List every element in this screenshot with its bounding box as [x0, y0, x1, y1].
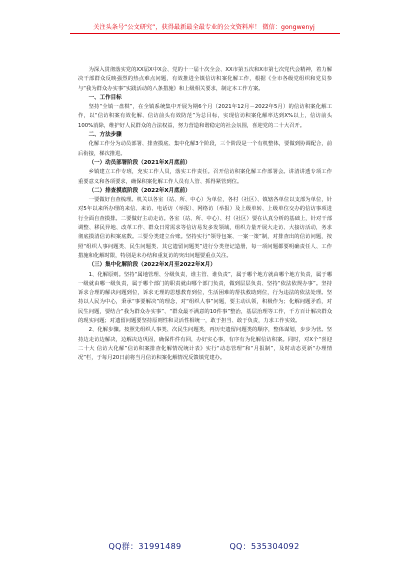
intro-paragraph: 为深入贯彻落实党的XX届X中X会、党的十一届十次全会、XX市第五次和X市第七次党代会精神，着力解决干部群众反映强烈的热点难点问题，有效推进全镇信访积案化解工作，根据《全市各级党组织和党员参与“我为群众办实事”实践活动的八条措施》和上级相关要求，制定本工作方案。	[78, 67, 332, 92]
investigation-paragraph: 一要做好自查梳理。机关以各室（站、所、中心）为单位，各村（社区）、镇辖各单位以支部为单位，针对5年以来所办理的来信、来访、电话访（举报）、网络访（举报）及上级单转、上级单位交办的信访事项进行全面自查摸排。二要做好主动走访。各室（站、所、中心）、村（社区）要在认真分析的基础上，针对干部调整、移民异地、改革工作、群众日常需求等信访易发多发领域，组织力量开展大走访、大接访活动，务求彻底摸清信访积案底数。三要分类建立台账。坚持实行“领导包案、一案一策”制，对排查出的信访问题，按照“组织人事问题类、民生问题类、其它遗留问题类”进行分类登记造册，每一项问题都要明确责任人、工作措施和化解时限，特别是未办结和重复访的突出问题要重点关注。	[78, 197, 332, 259]
goals-paragraph: 坚持“全镇一盘棋”，在全镇系统集中开展为期6个月（2021年12月－2022年5月）的信访积案化解工作，以“信访积案有效化解、信访前头有效防范”为总目标，实现信访积案化解率达到X%以上，信访前头100%消除，维护好人民群众的合法权益，努力营造和谐稳定的社会氛围，喜迎党的二十大召开。	[78, 104, 332, 129]
resolution-steps-paragraph: 2、化解步骤。按照先组织人事类、次民生问题类，再历史遗留问题类的顺序，整体谋划，步步为营。坚持边走访边解决，边解决边巩固，确保件件有回，办好实心事，有序有为化解信访积案。同时，对X个“喜迎二十大 信访大化解”信访积案排查化解情况统计表》实行“动态管理”和“月报制”，及时动态更新“办理情况”栏，于每月20日前将当月信访积案化解情况反馈镇党建办。	[78, 327, 332, 362]
header-divider	[70, 33, 340, 34]
footer-qq: QQ：535304092	[229, 542, 300, 551]
footer-contacts	[0, 541, 408, 552]
resolution-principles-paragraph: 1、化解原则。坚持“属地管理、分级负责，谁主管、谁负责”，属于哪个地方就由哪个地方负责，属于哪一级就由哪一级负责，属于哪个部门的职责就由哪个部门负责，做到层层负责、坚持“依法依规办事”。坚持诉求合理的解决问题到位，诉求无理的思想教育到位，生活困难的帮扶救助到位，行为违法的依法处理。坚持以人民为中心，秉承“事要解决”的理念，对“组织人事”问题，要主动认领，积极作为；化解问题矛盾，对民生问题，要结合“我为群众办实事”、“群众最不满意的10件事”整治，基层治理等工作，千方百计解决群众的现实问题；对遗留问题要坚持原则性和灵活性相统一，敢于担当、敢于负责，力求工作实效。	[78, 271, 332, 325]
phase-heading-mobilization: （一）动员部署阶段（2021年X月底前）	[88, 159, 191, 166]
section-heading-methods: 二、方法步骤	[88, 132, 122, 139]
header-banner: 关注头条号“公文研究”，获得最新最全最专业的公文资料库！ 微信：gongwenyj	[93, 24, 315, 31]
phase-heading-resolution: （三）集中化解阶段（2022年X月至2022年X月）	[88, 262, 216, 269]
document-body	[78, 66, 332, 364]
methods-paragraph: 化解工作分为动员部署、排查摸底、集中化解3个阶段，三个阶段是一个有机整体，要做到协调配合，前后衔接，梯次推进。	[78, 141, 332, 157]
mobilization-paragraph: 乡镇建立工作专班，充实工作人员，落实工作责任。召开信访积案化解工作部署会。讲清讲透专项工作重要意义和各项要求，确保积案化解工作人员有人管、抓得紧管到位。	[78, 169, 332, 185]
phase-heading-investigation: （二）排查摸底阶段（2022年X月底前）	[88, 187, 191, 194]
section-heading-goals: 一、工作目标	[88, 94, 122, 101]
footer-qq-group: QQ群：31991489	[108, 542, 182, 551]
